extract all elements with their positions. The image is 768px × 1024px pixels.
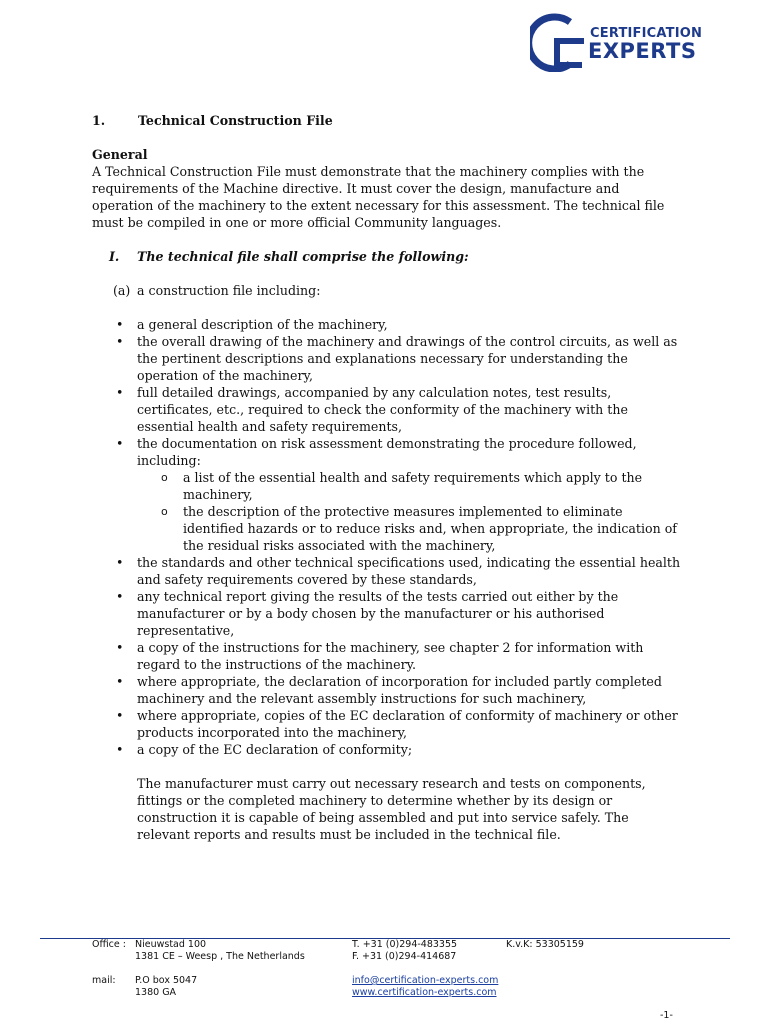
list-item: • any technical report giving the results of the tests carried out either by the manufacturer or by a body chosen by the manufacturer or his authorised representative, (92, 588, 682, 639)
office-label: Office : (92, 939, 126, 950)
list-item: • a copy of the EC declaration of conformity; (92, 741, 682, 758)
sub-list (137, 469, 682, 554)
heading-title: Technical Construction File (138, 113, 333, 128)
phone-number: T. +31 (0)294-483355 (352, 939, 458, 950)
subsection-heading (109, 248, 682, 265)
subsection-numeral: I. (109, 249, 120, 264)
list-item: • where appropriate, the declaration of incorporation for included partly completed machinery and the relevant assembly instructions for such machinery, (92, 673, 682, 707)
kvk-number: K.v.K: 53305159 (506, 939, 584, 950)
email-link[interactable]: info@certification-experts.com (352, 975, 499, 986)
fax-number: F. +31 (0)294-414687 (352, 951, 457, 962)
general-title: General (92, 147, 148, 162)
general-text: A Technical Construction File must demonstrate that the machinery complies with the requirements of the Machine directive. It must cover the design, manufacture and operation of the machinery to the extent necessary for this assessment. The technical file must be compiled in one or more official Community languages. (92, 164, 665, 230)
heading-number: 1. (92, 113, 106, 128)
po-box-city: 1380 GA (135, 987, 177, 998)
list-item: • where appropriate, copies of the EC declaration of conformity of machinery or other products incorporated into the machinery, (92, 707, 682, 741)
address-line-2: 1381 CE – Weesp , The Netherlands (135, 951, 305, 962)
address-line-1: Nieuwstad 100 (135, 939, 207, 950)
item-a (113, 282, 682, 299)
po-box: P.O box 5047 (135, 975, 198, 986)
item-a-text: a construction file including: (137, 283, 321, 298)
page-number: -1- (660, 1010, 673, 1021)
list-item-text: the documentation on risk assessment demonstrating the procedure followed, including: (137, 436, 637, 468)
list-item: • the standards and other technical specifications used, indicating the essential health and safety requirements covered by these standards, (92, 554, 682, 588)
sub-list-item: o the description of the protective measures implemented to eliminate identified hazards or to reduce risks and, when appropriate, the indication of the residual risks associated with the machinery, (137, 503, 682, 554)
website-link[interactable]: www.certification-experts.com (352, 987, 497, 998)
list-item: • a general description of the machinery, (92, 316, 682, 333)
sub-list-item: o a list of the essential health and safety requirements which apply to the machinery, (137, 469, 682, 503)
document-body (92, 112, 682, 843)
closing-paragraph: The manufacturer must carry out necessary research and tests on components, fittings or the completed machinery to determine whether by its design or construction it is capable of being assembled and put into service safely. The relevant reports and results must be included in the technical file. (137, 776, 646, 842)
list-item: • the overall drawing of the machinery and drawings of the control circuits, as well as the pertinent descriptions and explanations necessary for understanding the operation of the machinery, (92, 333, 682, 384)
logo-text-certification: CERTIFICATION (590, 26, 703, 41)
requirements-list (92, 316, 682, 758)
mail-label: mail: (92, 975, 116, 986)
page-footer (92, 939, 732, 999)
item-a-label: (a) (113, 283, 131, 298)
subsection-title: The technical file shall comprise the following: (137, 249, 469, 264)
list-item: • a copy of the instructions for the machinery, see chapter 2 for information with regard to the instructions of the machinery. (92, 639, 682, 673)
section-heading (92, 112, 682, 129)
list-item: • full detailed drawings, accompanied by any calculation notes, test results, certificates, etc., required to check the conformity of the machinery with the essential health and safety requirements, (92, 384, 682, 435)
list-item-risk-assessment (92, 435, 682, 554)
logo-text-experts: EXPERTS (588, 39, 697, 63)
